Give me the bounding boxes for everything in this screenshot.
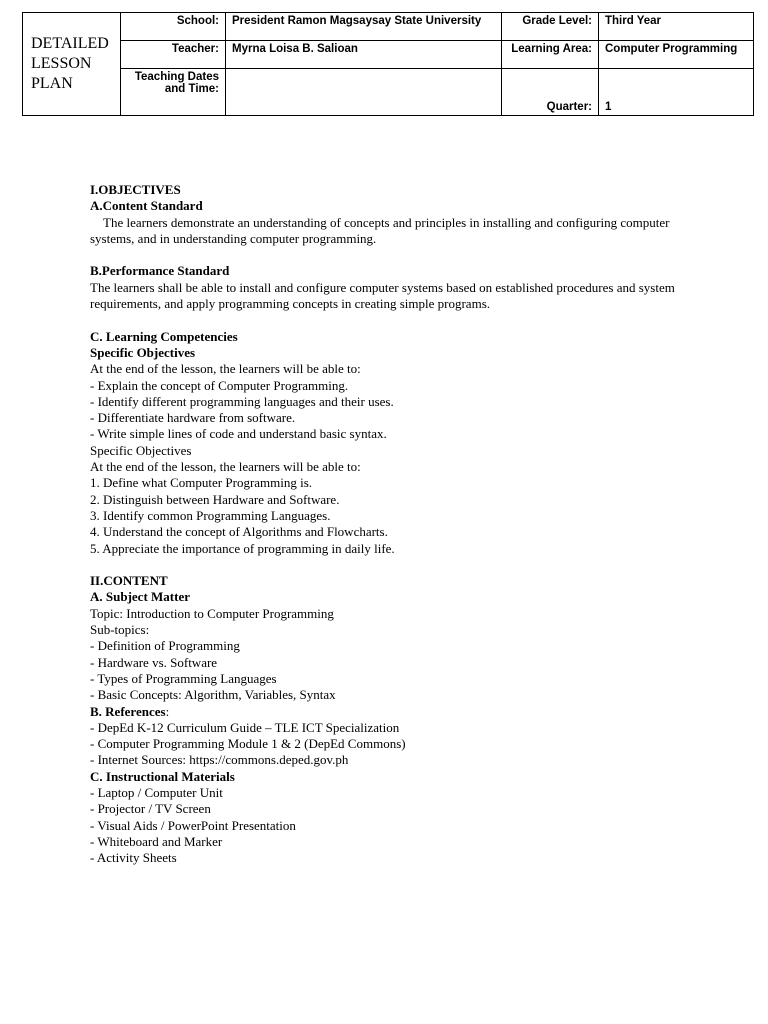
header-row-dates xyxy=(23,69,754,116)
lesson-plan-body xyxy=(90,182,710,866)
grade-level-label: Grade Level: xyxy=(502,13,599,41)
grade-level-value: Third Year xyxy=(599,13,754,41)
list-item: 3. Identify common Programming Languages. xyxy=(90,507,331,523)
list-item: - Definition of Programming xyxy=(90,638,240,654)
subheading-specific-objectives: Specific Objectives xyxy=(90,344,196,360)
list-item: - Basic Concepts: Algorithm, Variables, Syntax xyxy=(90,687,336,703)
title-line: LESSON xyxy=(31,55,92,72)
title-line: PLAN xyxy=(31,75,73,92)
quarter-value: 1 xyxy=(599,69,754,116)
list-item: - Projector / TV Screen xyxy=(90,801,211,817)
objectives-intro: At the end of the lesson, the learners will be able to: xyxy=(90,459,361,475)
performance-standard-text: The learners shall be able to install and configure computer systems based on established procedures and system requirements, and apply programming concepts in creating simple programs. xyxy=(90,279,675,312)
section-heading-content: II.CONTENT xyxy=(90,573,168,589)
list-item: 2. Distinguish between Hardware and Software. xyxy=(90,491,340,507)
learning-area-label: Learning Area: xyxy=(502,41,599,69)
references-colon: : xyxy=(165,703,170,719)
quarter-label: Quarter: xyxy=(502,69,599,116)
subheading-learning-competencies: C. Learning Competencies xyxy=(90,328,238,344)
references-heading: B. References xyxy=(90,703,166,719)
lesson-plan-header-table xyxy=(22,12,754,116)
teaching-dates-label-line: and Time: xyxy=(164,83,219,95)
list-item: 4. Understand the concept of Algorithms and Flowcharts. xyxy=(90,524,388,540)
specific-objectives-label: Specific Objectives xyxy=(90,442,192,458)
content-standard-text: The learners demonstrate an understanding of concepts and principles in installing and configuring computer systems, and in understanding computer programming. xyxy=(90,214,673,246)
list-item: - Explain the concept of Computer Programming. xyxy=(90,377,349,393)
list-item: - Activity Sheets xyxy=(90,850,177,866)
list-item: - Differentiate hardware from software. xyxy=(90,410,296,426)
subheading-references xyxy=(90,704,710,720)
learning-area-value: Computer Programming xyxy=(599,41,754,69)
teaching-dates-value xyxy=(226,69,502,116)
school-value: President Ramon Magsaysay State University xyxy=(226,13,502,41)
list-item: - Identify different programming languages and their uses. xyxy=(90,393,394,409)
header-row-school xyxy=(23,13,754,41)
title-line: DETAILED xyxy=(31,35,109,52)
list-item: 1. Define what Computer Programming is. xyxy=(90,475,313,491)
list-item: - Laptop / Computer Unit xyxy=(90,784,223,800)
topic-line: Topic: Introduction to Computer Programming xyxy=(90,605,334,621)
list-item: 5. Appreciate the importance of programming in daily life. xyxy=(90,540,395,556)
teacher-label: Teacher: xyxy=(121,41,226,69)
subheading-content-standard: A.Content Standard xyxy=(90,198,203,214)
subheading-instructional-materials: C. Instructional Materials xyxy=(90,768,235,784)
document-title xyxy=(23,13,121,116)
teacher-value: Myrna Loisa B. Salioan xyxy=(226,41,502,69)
list-item: - Hardware vs. Software xyxy=(90,654,218,670)
list-item: - Write simple lines of code and understand basic syntax. xyxy=(90,426,387,442)
subheading-performance-standard: B.Performance Standard xyxy=(90,263,230,279)
subheading-subject-matter: A. Subject Matter xyxy=(90,589,190,605)
list-item: - Computer Programming Module 1 & 2 (DepEd Commons) xyxy=(90,736,406,752)
list-item: - Whiteboard and Marker xyxy=(90,833,223,849)
list-item: - Internet Sources: https://commons.deped.gov.ph xyxy=(90,752,349,768)
teaching-dates-label xyxy=(121,69,226,116)
section-heading-objectives: I.OBJECTIVES xyxy=(90,182,181,197)
list-item: - Types of Programming Languages xyxy=(90,670,277,686)
list-item: - DepEd K-12 Curriculum Guide – TLE ICT Specialization xyxy=(90,719,400,735)
school-label: School: xyxy=(121,13,226,41)
list-item: - Visual Aids / PowerPoint Presentation xyxy=(90,817,296,833)
teaching-dates-label-line: Teaching Dates xyxy=(134,71,219,83)
subtopics-label: Sub-topics: xyxy=(90,622,150,638)
objectives-intro: At the end of the lesson, the learners will be able to: xyxy=(90,361,361,377)
header-row-teacher xyxy=(23,41,754,69)
